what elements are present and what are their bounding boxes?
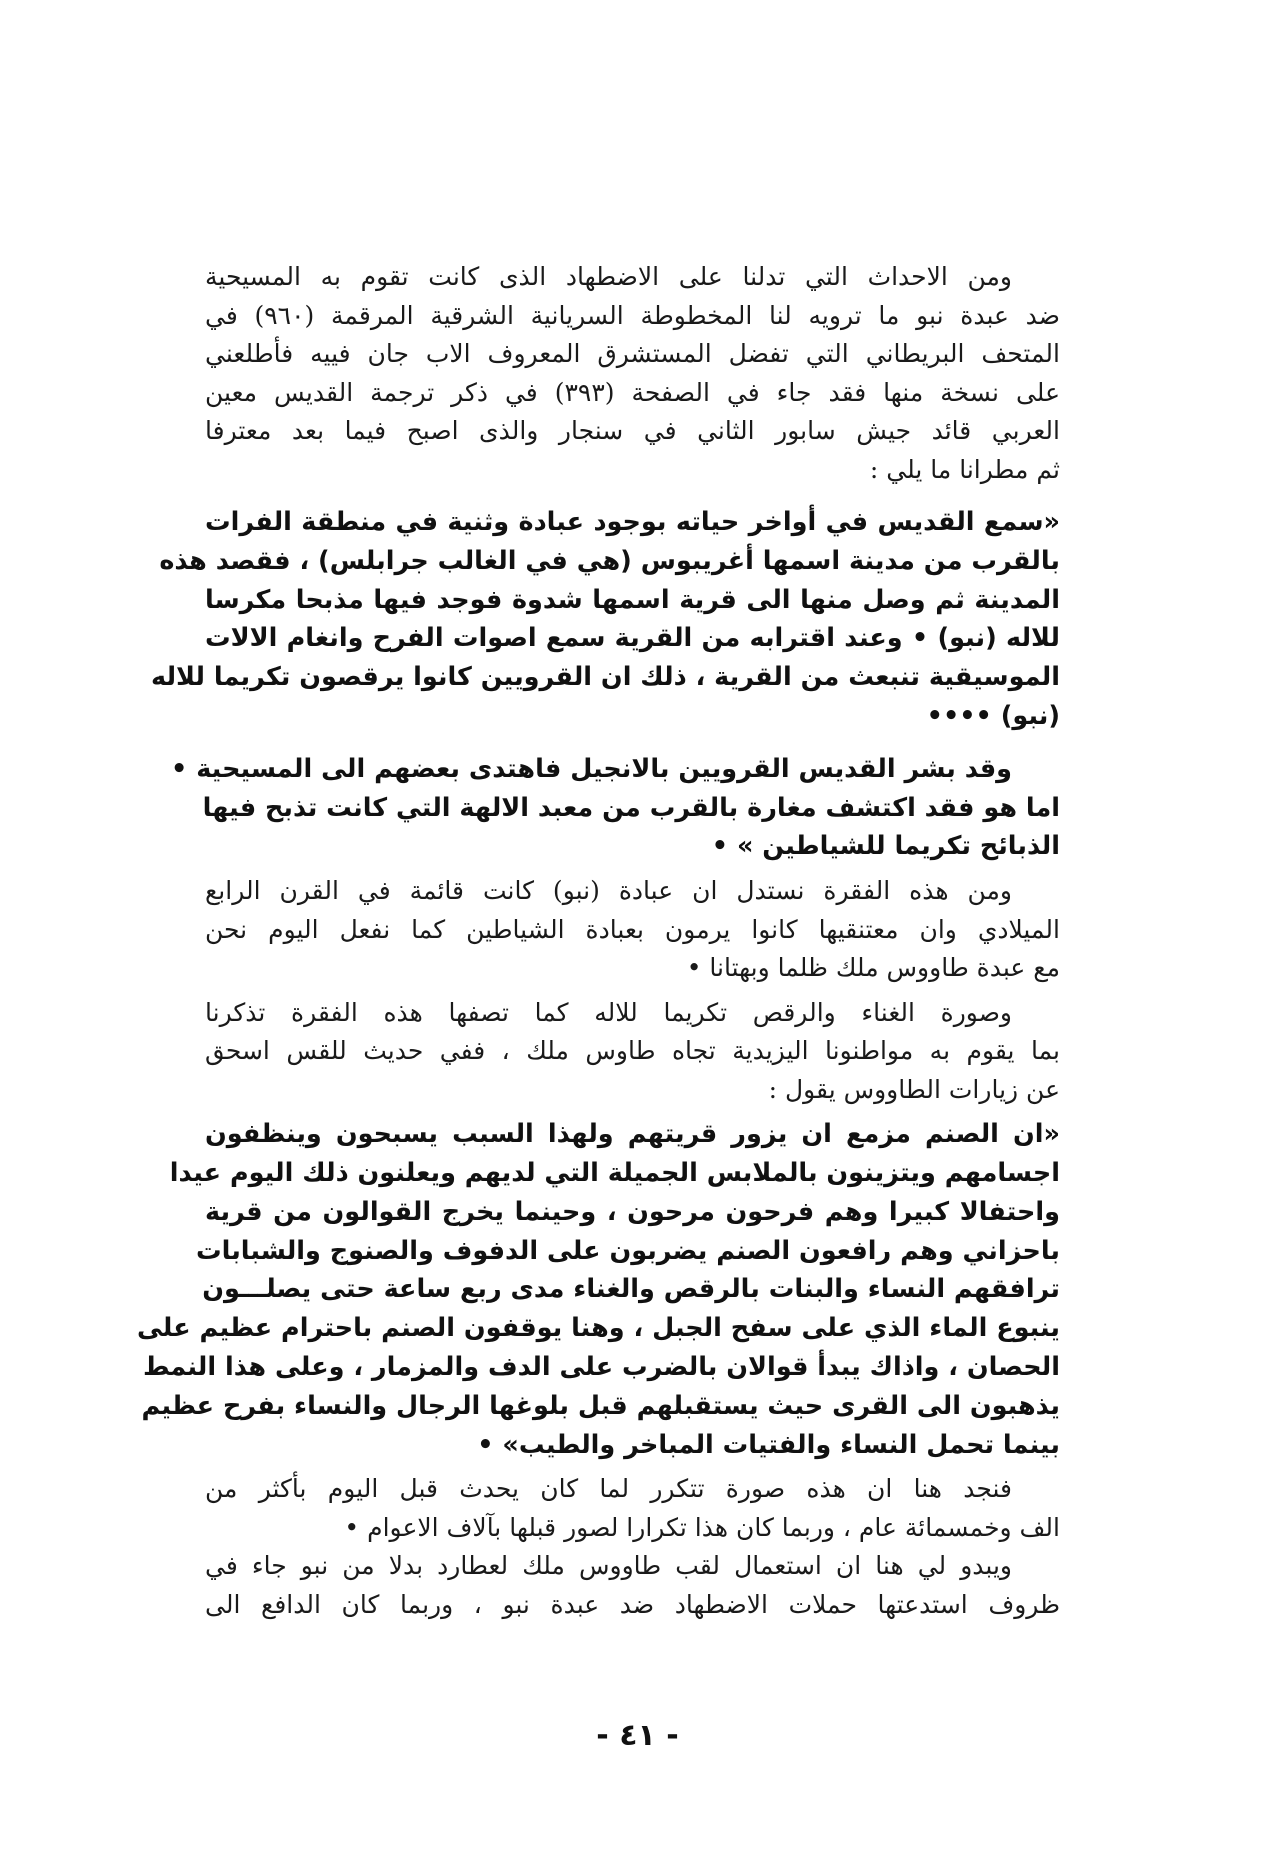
paragraph-dance: [205, 994, 1060, 1110]
text-line: ومن الاحداث التي تدلنا على الاضطهاد الذى كانت تقوم به المسيحية: [205, 262, 1012, 291]
text-line: ينبوع الماء الذي على سفح الجبل ، وهنا يوقفون الصنم باحترام عظيم على: [136, 1313, 1060, 1344]
quote-block-gospel: [171, 750, 1060, 866]
text-line: يذهبون الى القرى حيث يستقبلهم قبل بلوغها الرجال والنساء بفرح عظيم: [141, 1390, 1060, 1421]
text-line: ضد عبدة نبو ما ترويه لنا المخطوطة السريانية الشرقية المرقمة (٩٦٠) في: [205, 300, 1060, 330]
text-line: الف وخمسمائة عام ، وربما كان هذا تكرارا لصور قبلها بآلاف الاعوام •: [344, 1512, 1060, 1542]
text-line: وقد بشر القديس القرويين بالانجيل فاهتدى بعضهم الى المسيحية •: [171, 753, 1012, 784]
paragraph-repetition: [205, 1470, 1060, 1547]
document-page: [136, 258, 1060, 1738]
text-line: «سمع القديس في أواخر حياته بوجود عبادة وثنية في منطقة الفرات: [205, 507, 1060, 537]
paragraph-title-origin: [205, 1547, 1060, 1624]
text-line: المتحف البريطاني التي تفضل المستشرق المعروف الاب جان فييه فأطلعني: [205, 339, 1060, 368]
text-line: العربي قائد جيش سابور الثاني في سنجار والذى اصبح فيما بعد معترفا: [205, 416, 1060, 445]
text-line: ظروف استدعتها حملات الاضطهاد ضد عبدة نبو ، وربما كان الدافع الى: [205, 1589, 1060, 1619]
text-line: مع عبدة طاووس ملك ظلما وبهتانا •: [686, 953, 1060, 983]
paragraph-analysis: [205, 872, 1060, 988]
text-line: على نسخة منها فقد جاء في الصفحة (٣٩٣) في ذكر ترجمة القديس معين: [205, 377, 1060, 407]
paragraph-intro: [205, 258, 1060, 489]
text-line: وصورة الغناء والرقص تكريما للاله كما تصفها هذه الفقرة تذكرنا: [205, 997, 1012, 1027]
text-line: بما يقوم به مواطنونا اليزيدية تجاه طاوس ملك ، ففي حديث للقس اسحق: [205, 1036, 1060, 1066]
text-line: ثم مطرانا ما يلي :: [869, 454, 1060, 484]
text-line: اما هو فقد اكتشف مغارة بالقرب من معبد الالهة التي كانت تذبح فيها: [202, 792, 1060, 823]
text-line: باحزاني وهم رافعون الصنم يضربون على الدفوف والصنوج والشبابات: [196, 1235, 1060, 1266]
text-line: عن زيارات الطاووس يقول :: [768, 1074, 1060, 1104]
text-line: واحتفالا كبيرا وهم فرحون مرحون ، وحينما يخرج القوالون من قرية: [205, 1196, 1060, 1227]
text-line: الحصان ، واذاك يبدأ قوالان بالضرب على الدف والمزمار ، وعلى هذا النمط: [142, 1351, 1060, 1382]
text-line: اجسامهم ويتزينون بالملابس الجميلة التي لديهم ويعلنون ذلك اليوم عيدا: [169, 1157, 1060, 1188]
text-line: الذبائح تكريما للشياطين » •: [711, 831, 1060, 862]
text-line: الموسيقية تنبعث من القرية ، ذلك ان القرويين كانوا يرقصون تكريما للاله: [151, 662, 1060, 693]
text-line: ومن هذه الفقرة نستدل ان عبادة (نبو) كانت قائمة في القرن الرابع: [205, 876, 1012, 906]
text-line: المدينة ثم وصل منها الى قرية اسمها شدوة فوجد فيها مذبحا مكرسا: [205, 584, 1060, 615]
text-line: ويبدو لي هنا ان استعمال لقب طاووس ملك لعطارد بدلا من نبو جاء في: [205, 1551, 1012, 1581]
page-number: - ٤١ -: [596, 1718, 679, 1753]
quote-block-saint: [151, 503, 1060, 736]
text-line: «ان الصنم مزمع ان يزور قريتهم ولهذا السبب يسبحون وينظفون: [205, 1119, 1060, 1150]
quote-block-idol: [136, 1115, 1060, 1464]
text-line: بينما تحمل النساء والفتيات المباخر والطيب» •: [477, 1429, 1060, 1460]
text-line: فنجد هنا ان هذه صورة تتكرر لما كان يحدث قبل اليوم بأكثر من: [205, 1474, 1012, 1504]
text-line: ترافقهم النساء والبنات بالرقص والغناء مدى ربع ساعة حتى يصلـــون: [202, 1274, 1060, 1305]
text-line: بالقرب من مدينة اسمها أغريبوس (هي في الغالب جرابلس) ، فقصد هذه: [159, 545, 1060, 576]
text-line: للاله (نبو) • وعند اقترابه من القرية سمع اصوات الفرح وانغام الالات: [205, 623, 1060, 654]
text-line: الميلادي وان معتنقيها كانوا يرمون بعبادة الشياطين كما نفعل اليوم نحن: [205, 914, 1060, 944]
text-line: (نبو) ••••: [926, 700, 1060, 731]
